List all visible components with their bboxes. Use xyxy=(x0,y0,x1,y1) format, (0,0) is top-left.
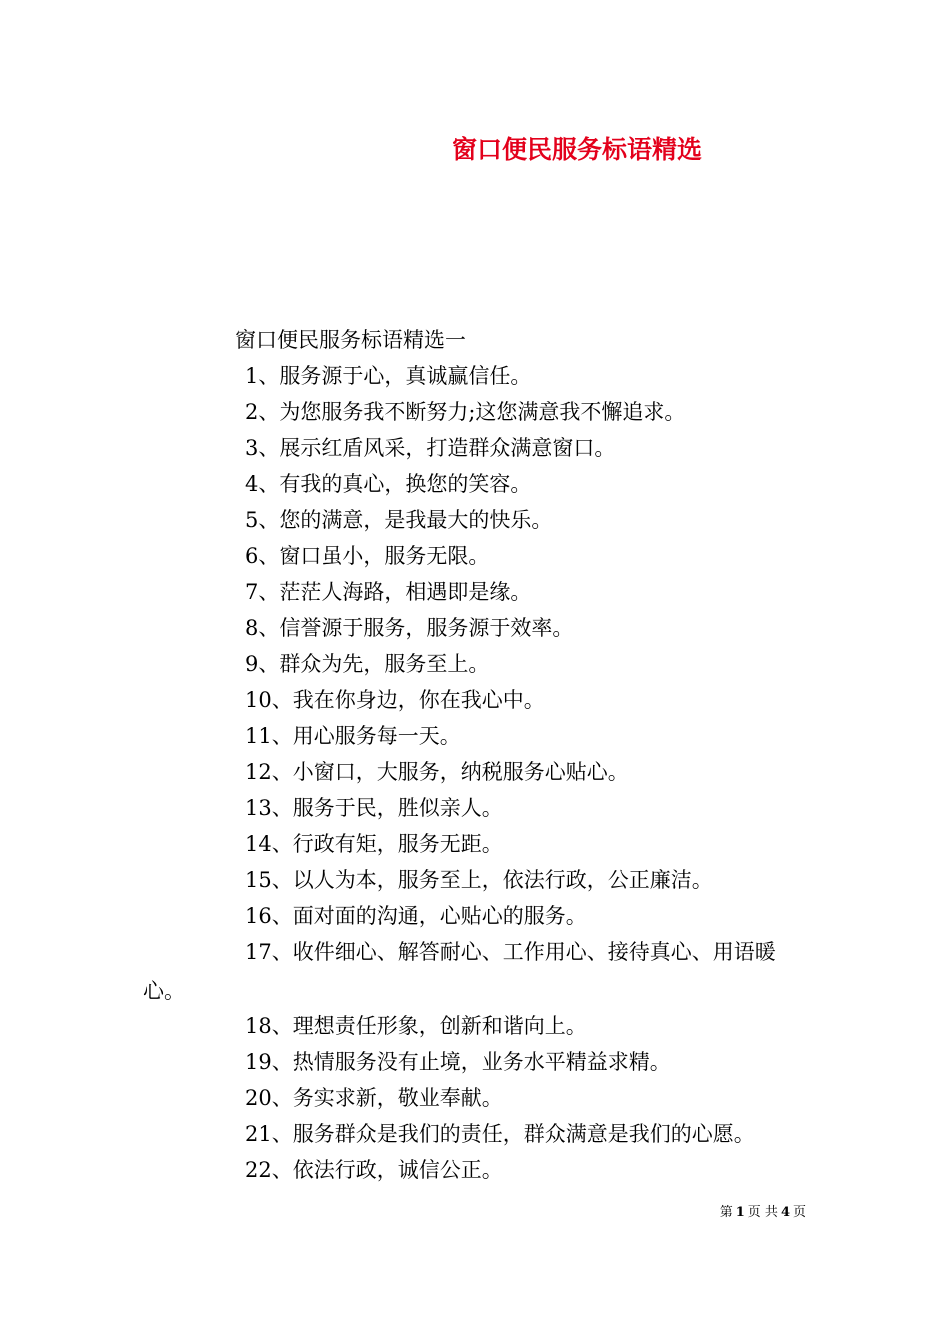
list-item: 14、行政有矩，服务无距。 xyxy=(245,832,503,856)
list-item: 20、务实求新，敬业奉献。 xyxy=(245,1086,503,1110)
list-item: 17、收件细心、解答耐心、工作用心、接待真心、用语暖 xyxy=(245,940,776,964)
list-item: 22、依法行政，诚信公正。 xyxy=(245,1158,503,1182)
list-item: 11、用心服务每一天。 xyxy=(245,724,461,748)
list-item: 2、为您服务我不断努力;这您满意我不懈追求。 xyxy=(245,400,686,424)
document-body xyxy=(0,322,950,1188)
page-title: 窗口便民服务标语精选 xyxy=(451,135,702,164)
current-page-number: 1 xyxy=(735,1205,745,1220)
list-item: 15、以人为本，服务至上，依法行政，公正廉洁。 xyxy=(245,868,713,892)
section-heading: 窗口便民服务标语精选一 xyxy=(235,328,466,352)
list-item: 21、服务群众是我们的责任，群众满意是我们的心愿。 xyxy=(245,1122,755,1146)
list-item: 16、面对面的沟通，心贴心的服务。 xyxy=(245,904,587,928)
list-item: 3、展示红盾风采，打造群众满意窗口。 xyxy=(245,436,616,460)
list-item: 8、信誉源于服务，服务源于效率。 xyxy=(245,616,574,640)
list-item: 18、理想责任形象，创新和谐向上。 xyxy=(245,1014,587,1038)
footer-suffix: 页 xyxy=(792,1205,806,1220)
list-item: 1、服务源于心，真诚赢信任。 xyxy=(245,364,532,388)
list-item: 13、服务于民，胜似亲人。 xyxy=(245,796,503,820)
footer-prefix: 第 xyxy=(719,1205,733,1220)
total-page-number: 4 xyxy=(780,1205,790,1220)
list-item: 12、小窗口，大服务，纳税服务心贴心。 xyxy=(245,760,629,784)
list-item: 19、热情服务没有止境，业务水平精益求精。 xyxy=(245,1050,671,1074)
list-item: 6、窗口虽小，服务无限。 xyxy=(245,544,490,568)
footer-middle: 页 共 xyxy=(747,1205,778,1220)
list-item: 4、有我的真心，换您的笑容。 xyxy=(245,472,532,496)
list-item: 10、我在你身边，你在我心中。 xyxy=(245,688,545,712)
list-item: 7、茫茫人海路，相遇即是缘。 xyxy=(245,580,532,604)
list-item-continuation: 心。 xyxy=(143,979,185,1003)
page-footer xyxy=(720,1204,806,1222)
list-item: 9、群众为先，服务至上。 xyxy=(245,652,490,676)
list-item: 5、您的满意，是我最大的快乐。 xyxy=(245,508,553,532)
